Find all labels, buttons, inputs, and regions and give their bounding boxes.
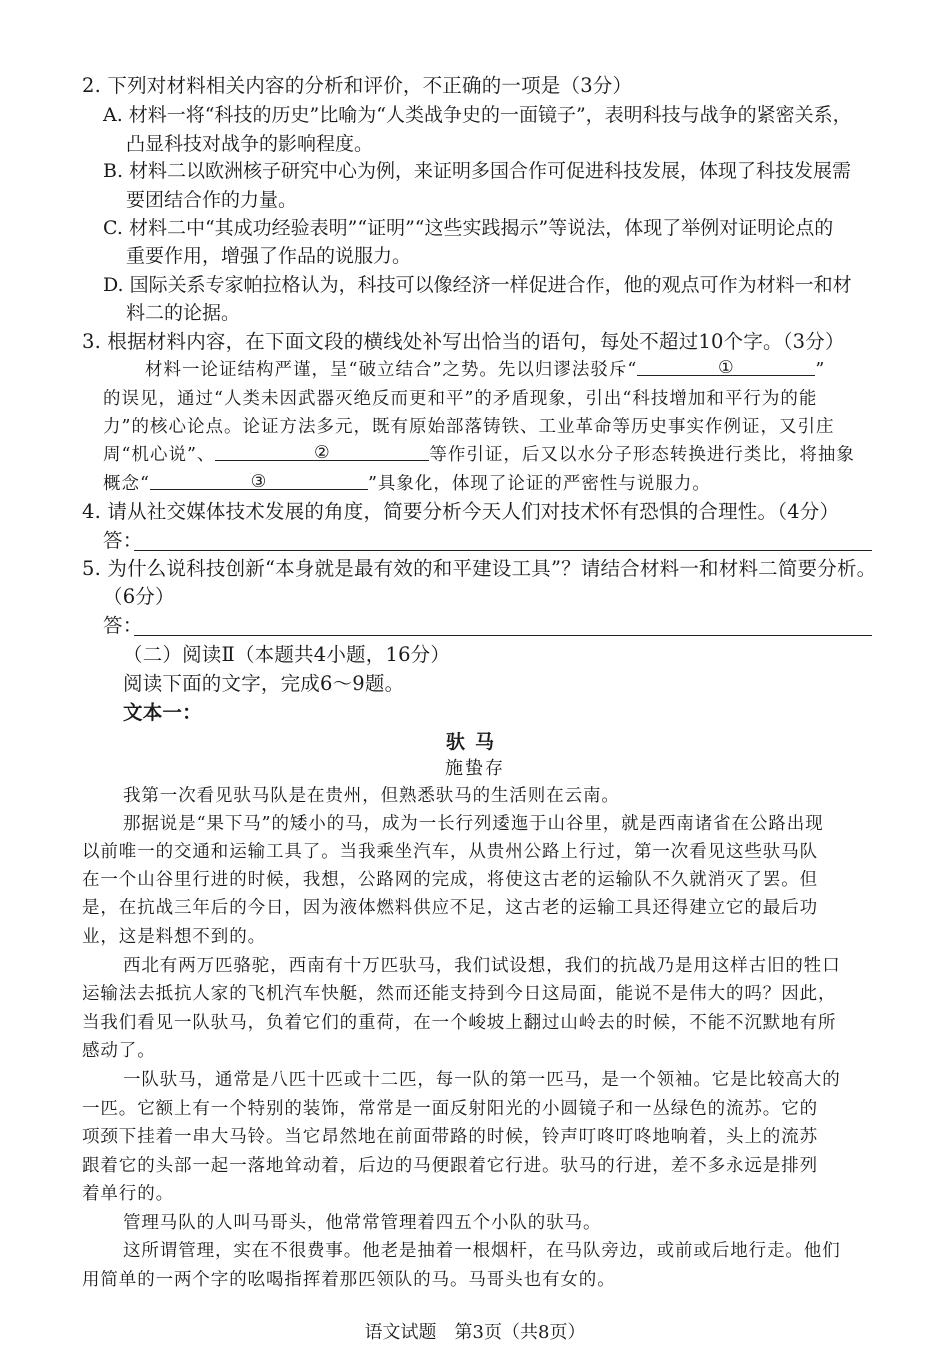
article-line: 一匹。它额上有一个特别的装饰，常常是一面反射阳光的小圆镜子和一丛绿色的流苏。它的 (82, 1099, 818, 1119)
text-label: 文本一： (123, 701, 202, 724)
q3-passage-text: 周“机心说”、 (103, 445, 216, 465)
q3-passage-text: ”具象化，体现了论证的严密性与说服力。 (367, 474, 711, 494)
q3-passage-line4 (103, 442, 855, 468)
q2-option-b-line1: B. 材料二以欧洲核子研究中心为例，来证明多国合作可促进科技发展，体现了科技发展需 (103, 160, 852, 182)
q5-points: （6分） (103, 585, 175, 608)
q2-option-b-line2: 要团结合作的力量。 (126, 189, 298, 211)
article-title: 驮马 (445, 731, 504, 753)
article-line: 西北有两万匹骆驼，西南有十万匹驮马，我们试设想，我们的抗战乃是用这样古旧的牲口 (123, 956, 841, 976)
article-line: 那据说是“果下马”的矮小的马，成为一长行列逶迤于山谷里，就是西南诸省在公路出现 (123, 814, 824, 834)
q5-answer-label: 答： (103, 614, 143, 637)
q3-passage-line2: 的误见，通过“人类未因武器灭绝反而更和平”的矛盾现象，引出“科技增加和平行为的能 (103, 389, 818, 409)
q2-stem: 2. 下列对材料相关内容的分析和评价，不正确的一项是（3分） (82, 74, 633, 97)
q4-answer-line[interactable] (134, 549, 872, 551)
blank-marker-1: ① (717, 358, 735, 378)
page-footer: 语文试题 第3页（共8页） (364, 1322, 586, 1343)
article-line: 我第一次看见驮马队是在贵州，但熟悉驮马的生活则在云南。 (123, 786, 620, 806)
article-line: 管理马队的人叫马哥头，他常常管理着四五个小队的驮马。 (123, 1213, 602, 1233)
article-line: 在一个山谷里行进的时候，我想，公路网的完成，将使这古老的运输队不久就消灭了罢。但 (82, 870, 818, 890)
q3-passage-line1 (145, 357, 825, 383)
blank-marker-3: ③ (250, 472, 268, 492)
q4-answer-label: 答： (103, 529, 143, 552)
q3-blank-3[interactable] (150, 471, 368, 490)
q3-passage-text: 材料一论证结构严谨，呈“破立结合”之势。先以归谬法驳斥“ (145, 360, 638, 380)
article-author: 施蛰存 (445, 758, 505, 779)
article-line: 跟着它的头部一起一落地耸动着，后边的马便跟着它行进。驮马的行进，差不多永远是排列 (82, 1156, 818, 1176)
q3-passage-line3: 力”的核心论点。论证方法多元，既有原始部落铸铁、工业革命等历史事实作例证，又引庄 (103, 417, 835, 437)
article-line: 这所谓管理，实在不很费事。他老是抽着一根烟杆，在马队旁边，或前或后地行走。他们 (123, 1241, 841, 1261)
article-line: 项颈下挂着一串大马铃。当它昂然地在前面带路的时候，铃声叮咚叮咚地响着，头上的流苏 (82, 1127, 818, 1147)
article-line: 当我们看见一队驮马，负着它们的重荷，在一个峻坡上翻过山岭去的时候，不能不沉默地有所 (82, 1013, 837, 1033)
q3-blank-1[interactable] (637, 357, 815, 376)
q2-option-c-line1: C. 材料二中“其成功经验表明”“证明”“这些实践揭示”等说法，体现了举例对证明论点的 (103, 217, 834, 239)
q2-option-a-line2: 凸显科技对战争的影响程度。 (126, 133, 374, 155)
q2-option-a-line1: A. 材料一将“科技的历史”比喻为“人类战争史的一面镜子”，表明科技与战争的紧密关系， (103, 104, 852, 126)
q3-stem: 3. 根据材料内容，在下面文段的横线处补写出恰当的语句，每处不超过10个字。（3分） (82, 330, 845, 353)
article-line: 感动了。 (82, 1041, 156, 1061)
article-line: 着单行的。 (82, 1184, 174, 1204)
article-line: 一队驮马，通常是八匹十匹或十二匹，每一队的第一匹马，是一个领袖。它是比较高大的 (123, 1070, 841, 1090)
article-line: 以前唯一的交通和运输工具了。当我乘坐汽车，从贵州公路上行过，第一次看见这些驮马队 (82, 842, 818, 862)
q3-passage-line5 (103, 471, 711, 497)
q3-blank-2[interactable] (215, 442, 429, 461)
section-instruction: 阅读下面的文字，完成6～9题。 (123, 672, 405, 695)
q3-passage-text: ” (815, 360, 826, 380)
article-line: 用简单的一两个字的吆喝指挥着那匹领队的马。马哥头也有女的。 (82, 1270, 616, 1290)
blank-marker-2: ② (314, 443, 331, 463)
q3-passage-text: 概念“ (103, 474, 150, 494)
q2-option-d-line2: 料二的论据。 (126, 302, 241, 324)
article-line: 业，这是料想不到的。 (82, 927, 266, 947)
q3-passage-text: 等作引证，后又以水分子形态转换进行类比，将抽象 (429, 445, 855, 465)
article-line: 是，在抗战三年后的今日，因为液体燃料供应不足，这古老的运输工具还得建立它的最后功 (82, 898, 818, 918)
q2-option-c-line2: 重要作用，增强了作品的说服力。 (126, 245, 412, 267)
section-heading: （二）阅读Ⅱ（本题共4小题，16分） (123, 643, 451, 666)
q5-answer-line[interactable] (134, 634, 872, 636)
article-line: 运输法去抵抗人家的飞机汽车快艇，然而还能支持到今日这局面，能说不是伟大的吗？因此， (82, 984, 837, 1004)
q4-stem: 4. 请从社交媒体技术发展的角度，简要分析今天人们对技术怀有恐惧的合理性。（4分） (82, 500, 840, 523)
q5-stem: 5. 为什么说科技创新“本身就是最有效的和平建设工具”？请结合材料一和材料二简要分析。 (82, 557, 877, 580)
q2-option-d-line1: D. 国际关系专家帕拉格认为，科技可以像经济一样促进合作，他的观点可作为材料一和材 (103, 274, 852, 296)
